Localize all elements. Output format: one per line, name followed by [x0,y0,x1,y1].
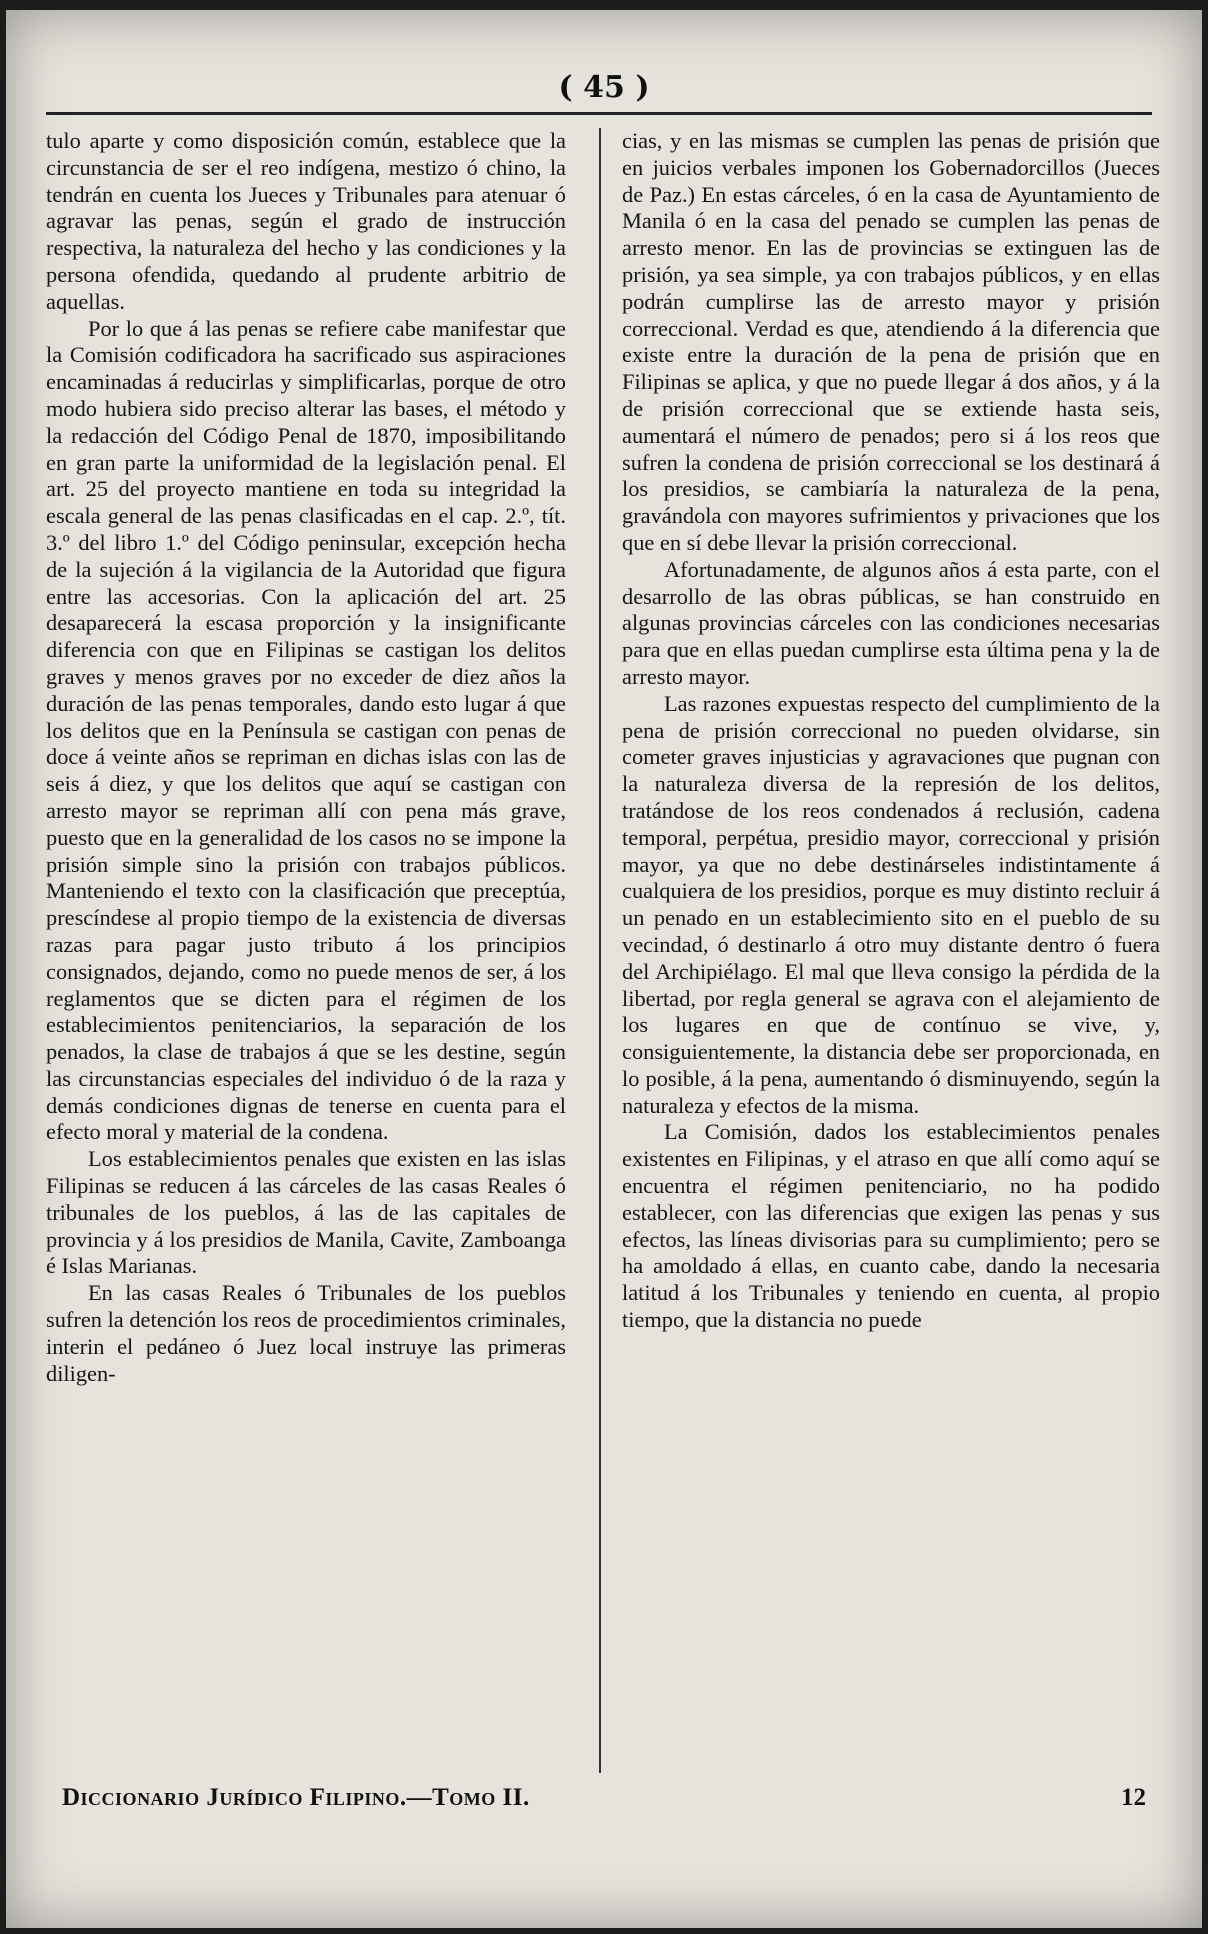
left-paragraph-2: Por lo que á las penas se refiere cabe manifestar que la Comisión codificadora ha sacrificado sus aspiraciones encaminadas á reducirlas y simplificarlas, porque de otro modo hubiera sido preciso alterar las bases, el método y la redacción del Código Penal de 1870, imposibilitando en gran parte la uniformidad de la legislación penal. El art. 25 del proyecto mantiene en toda su integridad la escala general de las penas clasificadas en el cap. 2.º, tít. 3.º del libro 1.º del Código peninsular, excepción hecha de la sujeción á la vigilancia de la Autoridad que figura entre las accesorias. Con la aplicación del art. 25 desaparecerá la escasa proporción y la insignificante diferencia con que en Filipinas se castigan los delitos graves y menos graves por no exceder de diez años la duración de las penas temporales, dando esto lugar á que los delitos que en la Península se castigan con penas de doce á veinte años se repriman en dichas islas con las de seis á diez, y que los delitos que aquí se castigan con arresto mayor se repriman allí con pena más grave, puesto que en la generalidad de los casos no se impone la prisión simple sino la prisión con trabajos públicos. Manteniendo el texto con la clasificación que preceptúa, prescíndese al propio tiempo de la existencia de diversas razas para pagar justo tributo á los principios consignados, dejando, como no puede menos de ser, á los reglamentos que se dicten para el régimen de los establecimientos penitenciarios, la separación de los penados, la clase de trabajos á que se les destine, según las circunstancias especiales del individuo ó de la raza y demás condiciones dignas de tenerse en cuenta para el efecto moral y material de la condena. [46,315,566,1145]
left-paragraph-1: tulo aparte y como disposición común, establece que la circunstancia de ser el reo indígena, mestizo ó chino, la tendrán en cuenta los Jueces y Tribunales para atenuar ó agravar las penas, según el grado de instrucción respectiva, la naturaleza del hecho y las condiciones y la persona ofendida, quedando al prudente arbitrio de aquellas. [46,128,566,314]
right-column [622,128,1160,1334]
header-rule [46,112,1152,115]
column-divider [599,128,601,1773]
left-paragraph-4: En las casas Reales ó Tribunales de los pueblos sufren la detención los reos de procedimientos criminales, interin el pedáneo ó Juez local instruye las primeras diligen- [46,1280,566,1386]
right-paragraph-2: Afortunadamente, de algunos años á esta parte, con el desarrollo de las obras públicas, se han construido en algunas provincias cárceles con las condiciones necesarias para que en ellas puedan cumplirse esta última pena y la de arresto mayor. [622,556,1160,689]
right-paragraph-4: La Comisión, dados los establecimientos penales existentes en Filipinas, y el atraso en que allí como aquí se encuentra el régimen penitenciario, no ha podido establecer, con las diferencias que exigen las penas y sus efectos, las líneas divisorias para su cumplimiento; pero se ha amoldado á ellas, en cuanto cabe, dando la necesaria latitud á los Tribunales y teniendo en cuenta, al propio tiempo, que la distancia no puede [622,1119,1160,1333]
right-paragraph-3: Las razones expuestas respecto del cumplimiento de la pena de prisión correccional no pueden olvidarse, sin cometer graves injusticias y agravaciones que pugnan con la naturaleza diversa de la represión de los delitos, tratándose de los reos condenados á reclusión, cadena temporal, perpétua, presidio mayor, correccional y prisión mayor, ya que no debe destinárseles indistintamente á cualquiera de los presidios, porque es muy distinto recluir á un penado en un establecimiento sito en el pueblo de su vecindad, ó destinarlo á otro muy distante dentro ó fuera del Archipiélago. El mal que lleva consigo la pérdida de la libertad, por regla general se agrava con el alejamiento de los lugares en que de contínuo se vive, y, consiguientemente, la distancia debe ser proporcionada, en lo posible, á la pena, aumentando ó disminuyendo, según la naturaleza y efectos de la misma. [622,690,1160,1118]
left-paragraph-3: Los establecimientos penales que existen en las islas Filipinas se reducen á las cárceles de las casas Reales ó tribunales de los pueblos, á las de las capitales de provincia y á los presidios de Manila, Cavite, Zamboanga é Islas Marianas. [46,1146,566,1279]
document-page [6,10,1202,1928]
left-column [46,128,566,1387]
footer-signature: 12 [1121,1784,1146,1811]
footer-title: Diccionario Jurídico Filipino.—Tomo II. [62,1784,530,1811]
page-footer [62,1784,1146,1812]
right-paragraph-1: cias, y en las mismas se cumplen las penas de prisión que en juicios verbales imponen los Gobernadorcillos (Jueces de Paz.) En estas cárceles, ó en la casa de Ayuntamiento de Manila ó en la casa del penado se cumplen las penas de arresto menor. En las de provincias se extinguen las de prisión, ya sea simple, ya con trabajos públicos, y en ellas podrán cumplirse las de arresto mayor y prisión correccional. Verdad es que, atendiendo á la diferencia que existe entre la duración de la pena de prisión que en Filipinas se aplica, y que no puede llegar á dos años, y á la de prisión correccional que se extiende hasta seis, aumentará el número de penados; pero si á los reos que sufren la condena de prisión correccional se los destinará á los presidios, se cambiaría la naturaleza de la pena, gravándola con mayores sufrimientos y privaciones que los que en sí debe llevar la prisión correccional. [622,128,1160,555]
page-number-header: ( 45 ) [558,70,650,105]
